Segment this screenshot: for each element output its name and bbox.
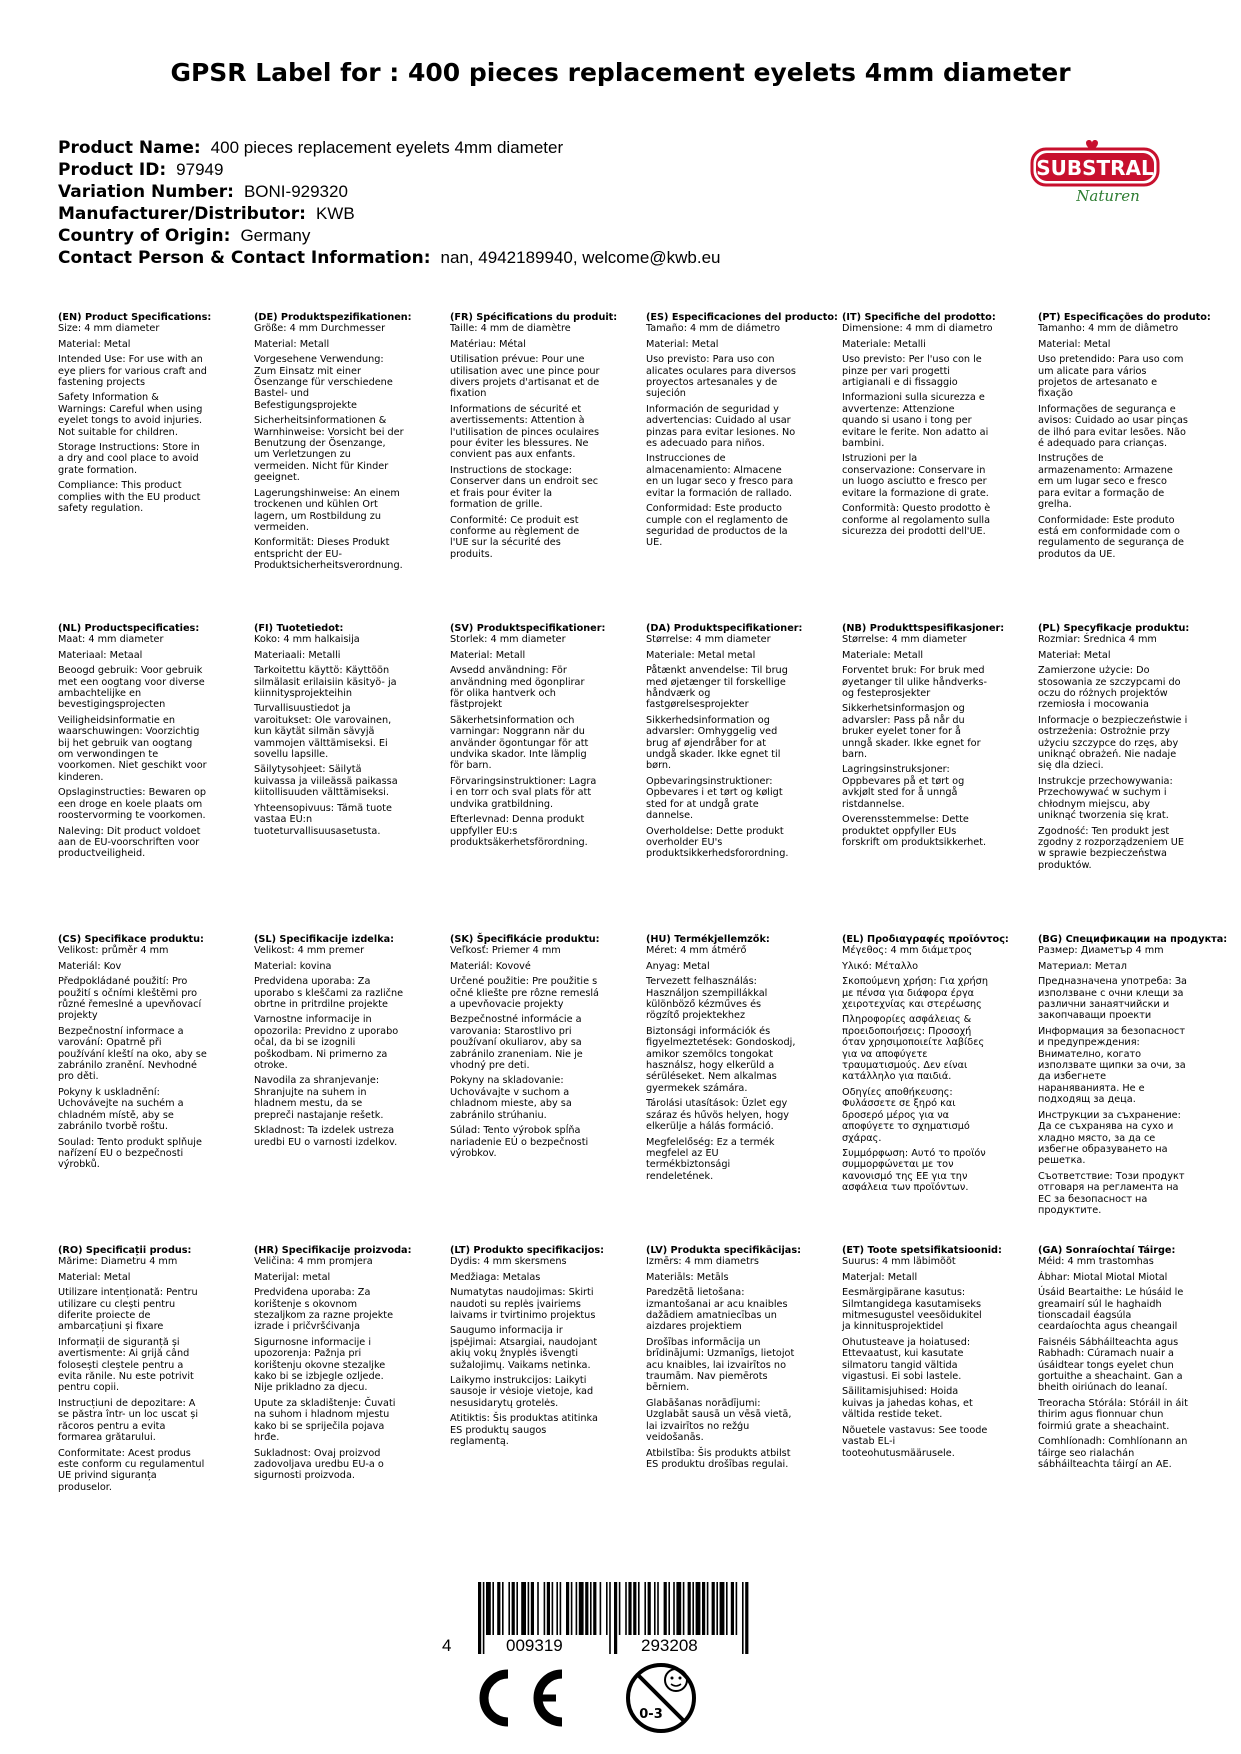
spec-material: Material: Metal: [58, 338, 131, 350]
barcode-bar: [606, 1582, 608, 1635]
language-heading: (FR) Spécifications du produit:: [450, 312, 618, 323]
barcode-bar: [638, 1582, 640, 1635]
barcode-bar: [585, 1582, 588, 1635]
spec-size: Tamanho: 4 mm de diâmetro: [1038, 323, 1179, 335]
spec-paragraph: Veiligheidsinformatie en waarschuwingen: Voorzichtig bij het gebruik van oogtang om verwondingen te voorkomen. Niet geschikt voor kinderen.: [58, 714, 207, 783]
barcode-bar: [492, 1582, 494, 1635]
spec-paragraph: Efterlevnad: Denna produkt uppfyller EU:s produktsäkerhetsförordning.: [450, 814, 588, 848]
barcode-bar: [668, 1582, 670, 1635]
spec-paragraph: Istruzioni per la conservazione: Conservare in un luogo asciutto e fresco per evitare la formazione di grate.: [842, 453, 989, 499]
spec-paragraph: Varnostne informacije in opozorila: Previdno z uporabo očal, da bi se izognili poškodbam. Ni primerno za otroke.: [254, 1014, 399, 1072]
spec-size: Taille: 4 mm de diamètre: [450, 323, 571, 335]
spec-paragraph: Storage Instructions: Store in a dry and cool place to avoid grate formation.: [58, 442, 200, 476]
spec-paragraph: Soulad: Tento produkt splňuje nařízení EU o bezpečnosti výrobků.: [58, 1136, 202, 1171]
spec-material: Material: Metal: [646, 338, 719, 350]
language-block: [1038, 312, 1238, 560]
spec-paragraph: Skladnost: Ta izdelek ustreza uredbi EU o varnosti izdelkov.: [254, 1125, 398, 1148]
barcode-bar: [731, 1582, 734, 1635]
language-heading: (SK) Špecifikácie produktu:: [450, 934, 600, 945]
spec-paragraph: Glabāšanas norādījumi: Uzglabāt sausā un vēsā vietā, lai izvairītos no režģu veidošanās.: [646, 1397, 792, 1444]
spec-material: Materiał: Metal: [1038, 649, 1111, 661]
language-block: [1038, 623, 1238, 871]
spec-size: Suurus: 4 mm läbimõõt: [842, 1256, 956, 1268]
language-heading: (DE) Produktspezifikationen:: [254, 312, 412, 323]
spec-size: Größe: 4 mm Durchmesser: [254, 323, 386, 335]
spec-material: Υλικό: Μέταλλο: [842, 960, 919, 972]
barcode-bar: [644, 1582, 646, 1635]
spec-paragraph: Predviđena uporaba: Za korištenje s okovnom stezaljkom za razne projekte izrade i pričvršćivanja: [254, 1287, 394, 1333]
language-heading: (EL) Προδιαγραφές προϊόντος:: [842, 934, 1009, 945]
barcode-bar: [742, 1582, 744, 1654]
product-id-row: Product ID: 97949: [58, 160, 224, 180]
spec-material: Materiaal: Metaal: [58, 649, 143, 661]
spec-paragraph: Sikkerhedsinformation og advarsler: Omhyggelig ved brug af øjendråber for at undgå skader. Ikke egnet til børn.: [646, 714, 781, 772]
spec-paragraph: Lagerungshinweise: An einem trockenen und kühlen Ort lagern, um Rostbildung zu vermeiden.: [254, 487, 400, 533]
spec-paragraph: Инструкции за съхранение: Да се съхранява на сухо и хладно място, за да се избегне образуването на решетка.: [1038, 1109, 1181, 1167]
spec-material: Material: Metall: [254, 338, 330, 350]
barcode-bar: [590, 1582, 592, 1635]
spec-size: Μέγεθος: 4 mm διάμετρος: [842, 945, 973, 957]
language-heading: (PL) Specyfikacje produktu:: [1038, 623, 1190, 634]
language-heading: (EN) Product Specifications:: [58, 312, 212, 323]
barcode-bar: [664, 1582, 667, 1635]
spec-paragraph: Utilizare intenționată: Pentru utilizare cu clești pentru diferite proiecte de ambarcațiuni și fixare: [58, 1287, 198, 1333]
language-heading: (GA) Sonraíochtaí Táirge:: [1038, 1245, 1176, 1256]
language-block: [58, 623, 258, 860]
spec-paragraph: Avsedd användning: För användning med ögonplirar för olika hantverk och fästprojekt: [450, 665, 585, 711]
barcode-bar: [702, 1582, 705, 1635]
barcode-bar: [625, 1582, 627, 1635]
barcode-bar: [673, 1582, 675, 1635]
barcode-bar: [688, 1582, 691, 1635]
language-block: [1038, 934, 1238, 1216]
spec-paragraph: Uso pretendido: Para uso com um alicate para vários projetos de artesanato e fixação: [1038, 354, 1184, 400]
language-heading: (HR) Specifikacije proizvoda:: [254, 1245, 412, 1256]
spec-paragraph: Sikkerhetsinformasjon og advarsler: Pass på når du bruker eyelet toner for å unngå skader. Ikke egnet for barn.: [842, 703, 981, 761]
product-info: [58, 137, 958, 269]
spec-paragraph: Instruções de armazenamento: Armazene em um lugar seco e fresco para evitar a formação de grelha.: [1038, 453, 1173, 511]
language-heading: (DA) Produktspecifikationer:: [646, 623, 803, 634]
language-heading: (BG) Спецификации на продукта:: [1038, 934, 1228, 945]
barcode-bar: [712, 1582, 715, 1635]
barcode-bar: [502, 1582, 504, 1635]
spec-paragraph: Conformidade: Este produto está em conformidade com o regulamento de segurança de produtos da UE.: [1038, 514, 1184, 560]
language-block: [254, 312, 454, 572]
spec-material: Material: Metall: [450, 649, 526, 661]
spec-size: Maat: 4 mm diameter: [58, 634, 164, 646]
barcode-bar: [628, 1582, 631, 1635]
barcode-bar: [537, 1582, 539, 1635]
language-block: [450, 312, 650, 560]
spec-paragraph: Informacje o bezpieczeństwie i ostrzeżenia: Ostrożnie przy użyciu szczypce do rzęs, aby uniknąć obrażeń. Nie nadaje się dla dzieci.: [1038, 714, 1188, 772]
language-heading: (FI) Tuotetiedot:: [254, 623, 344, 634]
svg-text:Naturen: Naturen: [1076, 187, 1140, 205]
spec-paragraph: Overholdelse: Dette produkt overholder EU's produktsikkerhedsforordning.: [646, 825, 789, 860]
spec-paragraph: Numatytas naudojimas: Skirti naudoti su replės įvairiems laivams ir tvirtinimo projektus: [450, 1287, 596, 1322]
language-heading: (IT) Specifiche del prodotto:: [842, 312, 996, 323]
barcode-bar: [521, 1582, 526, 1635]
barcode-bar: [516, 1582, 518, 1635]
spec-paragraph: Uso previsto: Para uso con alicates oculares para diversos proyectos artesanales y de sujeción: [646, 354, 796, 400]
barcode-bar: [654, 1582, 656, 1635]
spec-size: Storlek: 4 mm diameter: [450, 634, 566, 646]
barcode-bar: [478, 1582, 481, 1654]
spec-size: Tamaño: 4 mm de diámetro: [646, 323, 781, 335]
barcode-bar: [566, 1582, 569, 1635]
spec-paragraph: Πληροφορίες ασφάλειας & προειδοποιήσεις: Προσοχή όταν χρησιμοποιείτε λαβίδες για να αποφύγετε τραυματισμούς. Δεν είναι κατάλληλο για παιδιά.: [842, 1014, 985, 1083]
spec-paragraph: Predvidena uporaba: Za uporabo s kleščami za različne obrtne in pritrdilne projekte: [254, 976, 404, 1011]
spec-paragraph: Compliance: This product complies with the EU product safety regulation.: [58, 480, 201, 515]
spec-paragraph: Určené použitie: Pre použitie s očné kliešte pre rôzne remeslá a upevňovacie projekty: [450, 976, 599, 1011]
barcode-bar: [593, 1582, 596, 1635]
barcode-right-digits: 293208: [641, 1636, 698, 1655]
barcode-bar: [600, 1582, 602, 1635]
spec-paragraph: Förvaringsinstruktioner: Lagra i en torr och sval plats för att undvika gratbildning.: [450, 775, 597, 810]
barcode-bar: [633, 1582, 636, 1635]
language-heading: (PT) Especificações do produto:: [1038, 312, 1211, 323]
spec-paragraph: Säilitamisjuhised: Hoida kuivas ja jahedas kohas, et vältida restide teket.: [842, 1386, 973, 1421]
barcode-bar: [683, 1582, 685, 1635]
spec-size: Størrelse: 4 mm diameter: [646, 634, 771, 646]
spec-paragraph: Intended Use: For use with an eye pliers for various craft and fastening projects: [58, 354, 207, 389]
spec-material: Materjal: Metall: [842, 1271, 918, 1283]
product-name-row: Product Name: 400 pieces replacement eyelets 4mm diameter: [58, 138, 564, 158]
brand-logo: [1030, 137, 1160, 207]
spec-paragraph: Οδηγίες αποθήκευσης: Φυλάσσετε σε ξηρό και δροσερό μέρος για να αποφύγετε το σχηματισμό σχάρας.: [842, 1086, 970, 1144]
spec-paragraph: Megfelelőség: Ez a termék megfelel az EU termékbiztonsági rendeletének.: [646, 1136, 775, 1182]
spec-material: Материал: Метал: [1038, 960, 1127, 972]
spec-paragraph: Συμμόρφωση: Αυτό το προϊόν συμμορφώνεται με τον κανονισμό της ΕΕ για την ασφάλεια των προϊόντων.: [842, 1147, 986, 1194]
svg-text:0-3: 0-3: [639, 1707, 663, 1722]
language-block: [450, 623, 650, 848]
spec-paragraph: Forventet bruk: For bruk med øyetanger til ulike håndverks- og festeprosjekter: [842, 665, 987, 700]
language-block: [450, 1245, 650, 1448]
spec-size: Størrelse: 4 mm diameter: [842, 634, 967, 646]
language-heading: (LV) Produkta specifikācijas:: [646, 1245, 801, 1256]
spec-material: Materiale: Metalli: [842, 338, 926, 350]
spec-material: Material: kovina: [254, 960, 332, 972]
spec-material: Material: Metal: [1038, 338, 1111, 350]
barcode-bar: [726, 1582, 728, 1635]
language-block: [646, 934, 846, 1182]
spec-size: Size: 4 mm diameter: [58, 323, 160, 335]
spec-paragraph: Nõuetele vastavus: See toode vastab EL-i tooteohutusmäärusele.: [842, 1424, 988, 1459]
language-block: [58, 312, 258, 515]
language-block: [254, 934, 454, 1148]
spec-size: Rozmiar: Średnica 4 mm: [1038, 634, 1157, 646]
language-block: [450, 934, 650, 1159]
barcode-bar: [497, 1582, 500, 1635]
spec-size: Veľkosť: Priemer 4 mm: [450, 945, 561, 957]
manufacturer-row: Manufacturer/Distributor: KWB: [58, 204, 355, 224]
barcode-bar: [544, 1582, 546, 1635]
spec-paragraph: Atitiktis: Šis produktas atitinka ES produktų saugos reglamentą.: [450, 1413, 598, 1448]
language-heading: (SL) Specifikacije izdelka:: [254, 934, 395, 945]
spec-size: Koko: 4 mm halkaisija: [254, 634, 360, 646]
barcode-bar: [619, 1582, 621, 1635]
barcode-bar: [483, 1582, 485, 1654]
spec-paragraph: Sigurnosne informacije i upozorenja: Pažnja pri korištenju okovne stezaljke kako bi se izbjegle ozljede. Nije prikladno za djecu.: [254, 1336, 386, 1394]
language-block: [58, 1245, 258, 1493]
spec-paragraph: Tárolási utasítások: Üzlet egy száraz és hűvös helyen, hogy elkerülje a hálás formáció.: [646, 1098, 790, 1133]
barcode-left-digits: 009319: [506, 1636, 563, 1655]
spec-material: Materiale: Metal metal: [646, 649, 756, 661]
spec-material: Materiāls: Metāls: [646, 1271, 729, 1283]
spec-paragraph: Säilytysohjeet: Säilytä kuivassa ja viileässä paikassa kiitollisuuden välttämiseksi.: [254, 764, 398, 799]
spec-paragraph: Conformidad: Este producto cumple con el reglamento de seguridad de productos de la UE.: [646, 503, 788, 549]
spec-paragraph: Påtænkt anvendelse: Til brug med øjetænger til forskellige håndværk og fastgørelsesprojekter: [646, 665, 788, 711]
spec-paragraph: Comhlíonadh: Comhlíonann an táirge seo rialachán sábháilteachta táirgí an AE.: [1038, 1436, 1188, 1470]
spec-paragraph: Conformità: Questo prodotto è conforme al regolamento sulla sicurezza dei prodotti dell'UE.: [842, 503, 991, 537]
spec-size: Velikost: 4 mm premer: [254, 945, 365, 957]
spec-paragraph: Съответствие: Този продукт отговаря на регламента на ЕС за безопасност на продуктите.: [1038, 1170, 1185, 1216]
barcode-bar: [576, 1582, 578, 1635]
language-block: [842, 934, 1042, 1194]
spec-paragraph: Safety Information & Warnings: Careful when using eyelet tongs to avoid injuries. Not suitable for children.: [58, 392, 203, 438]
spec-size: Izmērs: 4 mm diametrs: [646, 1256, 759, 1268]
barcode-bar: [614, 1582, 617, 1654]
spec-size: Размер: Диаметър 4 mm: [1038, 945, 1164, 957]
spec-paragraph: Atbilstība: Šis produkts atbilst ES produktu drošības regulai.: [646, 1447, 791, 1470]
barcode-bar: [512, 1582, 515, 1635]
spec-paragraph: Utilisation prévue: Pour une utilisation avec une pince pour divers projets d'artisanat et de fixation: [450, 354, 600, 400]
barcode-bar: [648, 1582, 651, 1635]
spec-paragraph: Tarkoitettu käyttö: Käyttöön silmälasit erilaisiin käsityö- ja kiinnitysprojekteihin: [254, 665, 397, 700]
bottom-marks: [0, 1580, 1241, 1754]
language-heading: (NB) Produkttspesifikasjoner:: [842, 623, 1005, 634]
barcode-bar: [486, 1582, 491, 1635]
language-block: [842, 312, 1042, 537]
spec-material: Matériau: Métal: [450, 338, 526, 350]
barcode-bar: [745, 1582, 748, 1654]
spec-paragraph: Faisnéis Sábháilteachta agus Rabhadh: Cúramach nuair a úsáidtear tongs eyelet chun gortuithe a sheachaint. Gan a bheith oiriúnach do leanaí.: [1038, 1336, 1183, 1394]
spec-paragraph: Σκοπούμενη χρήση: Για χρήση με πένσα για διάφορα έργα χειροτεχνίας και στερέωσης: [842, 976, 988, 1011]
barcode-bar: [716, 1582, 718, 1635]
spec-paragraph: Paredzētā lietošana: izmantošanai ar acu knaibles dažādiem amatniecības un aizdares projektiem: [646, 1287, 788, 1333]
language-heading: (ES) Especificaciones del producto:: [646, 312, 838, 323]
spec-paragraph: Saugumo informacija ir įspėjimai: Atsargiai, naudojant akių vokų žnyplės išvengti sužalojimų. Vaikams netinka.: [450, 1325, 598, 1371]
language-heading: (CS) Specifikace produktu:: [58, 934, 204, 945]
spec-size: Méid: 4 mm trastomhas: [1038, 1256, 1154, 1268]
spec-size: Mărime: Diametru 4 mm: [58, 1256, 178, 1268]
barcode-bar: [609, 1582, 611, 1654]
spec-paragraph: Zgodność: Ten produkt jest zgodny z rozporządzeniem UE w sprawie bezpieczeństwa produktów.: [1038, 825, 1185, 871]
spec-paragraph: Conformité: Ce produit est conforme au règlement de l'UE sur la sécurité des produits.: [450, 514, 580, 560]
spec-paragraph: Úsáid Beartaithe: Le húsáid le greamairí súl le haghaidh tionscadail éagsúla ceardaíochta agus cheangail: [1038, 1287, 1184, 1333]
spec-paragraph: Tervezett felhasználás: Használjon szempillákkal különböző kézműves és rögzítő projektekhez: [646, 976, 768, 1022]
barcode-bar: [531, 1582, 534, 1635]
barcode-bar: [552, 1582, 554, 1635]
spec-size: Dimensione: 4 mm di diametro: [842, 323, 993, 335]
language-heading: (LT) Produkto specifikacijos:: [450, 1245, 605, 1256]
barcode-bar: [528, 1582, 530, 1635]
spec-paragraph: Sicherheitsinformationen & Warnhinweise: Vorsicht bei der Benutzung der Ösenzange, um Verletzungen zu vermeiden. Nicht für Kinder geeignet.: [254, 415, 404, 484]
language-block: [58, 934, 258, 1171]
spec-paragraph: Информация за безопасност и предупреждения: Внимателно, когато използвате щипки за очи, за да избегнете нараняванията. Не е подходящ за деца.: [1038, 1025, 1186, 1106]
language-block: [1038, 1245, 1238, 1470]
spec-paragraph: Informations de sécurité et avertissements: Attention à l'utilisation de pinces oculaires pour éviter les blessures. Ne convient pas aux enfants.: [450, 403, 600, 461]
spec-paragraph: Vorgesehene Verwendung: Zum Einsatz mit einer Ösenzange für verschiedene Bastel- und Befestigungsprojekte: [254, 354, 393, 411]
barcode-bar: [736, 1582, 738, 1635]
language-heading: (ET) Toote spetsifikatsioonid:: [842, 1245, 1002, 1256]
spec-paragraph: Biztonsági információk és figyelmeztetések: Gondoskodj, amikor szemölcs tongokat használsz, hogy elkerüld a sérüléseket. Nem alkalmas gyermekek számára.: [646, 1025, 796, 1094]
spec-paragraph: Laikymo instrukcijos: Laikyti sausoje ir vėsioje vietoje, kad nesusidarytų grotelės.: [450, 1375, 594, 1409]
spec-paragraph: Turvallisuustiedot ja varoitukset: Ole varovainen, kun käytät silmän sävyjä vammojen välttämiseksi. Ei sovellu lapsille.: [254, 703, 392, 761]
spec-paragraph: Naleving: Dit product voldoet aan de EU-voorschriften voor productveiligheid.: [58, 825, 201, 860]
barcode-bar: [676, 1582, 681, 1635]
barcode-bar: [707, 1582, 709, 1635]
spec-paragraph: Lagringsinstruksjoner: Oppbevares på et tørt og avkjølt sted for å unngå ristdannelse.: [842, 764, 965, 810]
barcode-bar: [556, 1582, 558, 1635]
spec-paragraph: Uso previsto: Per l'uso con le pinze per vari progetti artigianali e di fissaggio: [842, 354, 982, 389]
spec-material: Materiál: Kovové: [450, 960, 531, 972]
language-block: [646, 1245, 846, 1470]
language-block: [646, 312, 846, 549]
language-block: [842, 623, 1042, 848]
language-block: [254, 623, 454, 837]
page-title: GPSR Label for : 400 pieces replacement eyelets 4mm diameter: [170, 58, 1071, 87]
language-block: [842, 1245, 1042, 1459]
contact-row: Contact Person & Contact Information: nan, 4942189940, welcome@kwb.eu: [58, 248, 721, 268]
spec-paragraph: Zamierzone użycie: Do stosowania ze szczypcami do oczu do różnych projektów rzemiosła i mocowania: [1038, 665, 1181, 711]
language-heading: (HU) Termékjellemzők:: [646, 934, 770, 945]
barcode-bar: [657, 1582, 659, 1635]
barcode-bar: [508, 1582, 510, 1635]
spec-material: Anyag: Metal: [646, 960, 710, 972]
barcode-first-digit: 4: [442, 1636, 452, 1655]
spec-paragraph: Informações de segurança e avisos: Cuidado ao usar pinças de ilhó para evitar lesões. Não é adequado para crianças.: [1038, 403, 1188, 450]
language-heading: (SV) Produktspecifikationer:: [450, 623, 606, 634]
spec-paragraph: Informazioni sulla sicurezza e avvertenze: Attenzione quando si usano i tong per evitare le ferite. Non adatto ai bambini.: [842, 392, 989, 450]
spec-paragraph: Pokyny k uskladnění: Uchovávejte na suchém a chladném místě, aby se zabránilo tvorbě roštu.: [58, 1086, 184, 1133]
spec-paragraph: Navodila za shranjevanje: Shranjujte na suhem in hladnem mestu, da se prepreči nastajanje rešetk.: [254, 1075, 384, 1121]
spec-paragraph: Předpokládané použití: Pro použití s očními kleštěmi pro různé řemeslné a upevňovací projekty: [58, 976, 202, 1022]
barcode-bar: [579, 1582, 584, 1635]
spec-paragraph: Instrucciones de almacenamiento: Almacene en un lugar seco y fresco para evitar la formación de rallado.: [646, 453, 794, 499]
spec-material: Materiál: Kov: [58, 960, 122, 972]
spec-paragraph: Opslaginstructies: Bewaren op een droge en koele plaats om roostervorming te voorkomen.: [58, 787, 207, 822]
spec-paragraph: Pokyny na skladovanie: Uchovávajte v suchom a chladnom mieste, aby sa zabránilo strúhaniu.: [450, 1075, 572, 1121]
barcode-bar: [547, 1582, 550, 1635]
spec-material: Material: Metal: [58, 1271, 131, 1283]
spec-paragraph: Sukladnost: Ovaj proizvod zadovoljava uredbu EU-a o sigurnosti proizvoda.: [254, 1447, 384, 1482]
spec-paragraph: Súlad: Tento výrobok spĺňa nariadenie EÚ o bezpečnosti výrobkov.: [450, 1125, 589, 1159]
spec-size: Velikost: průměr 4 mm: [58, 945, 169, 957]
spec-paragraph: Opbevaringsinstruktioner: Opbevares i et tørt og køligt sted for at undgå grate dannelse.: [646, 775, 783, 822]
age-warning-icon: [628, 1665, 694, 1731]
spec-material: Medžiaga: Metalas: [450, 1271, 541, 1283]
spec-paragraph: Ohutusteave ja hoiatused: Ettevaatust, kui kasutate silmatoru tangid vältida vigastusi. Ei sobi lastele.: [842, 1336, 971, 1383]
barcode-bar: [571, 1582, 573, 1635]
spec-paragraph: Предназначена употреба: За използване с очни клещи за различни занаятчийски и закопчаващи проекти: [1038, 976, 1187, 1022]
spec-paragraph: Overensstemmelse: Dette produktet oppfyller EUs forskrift om produktsikkerhet.: [842, 814, 987, 848]
ce-mark-icon: [484, 1674, 562, 1722]
language-block: [254, 1245, 454, 1482]
spec-size: Méret: 4 mm átmérő: [646, 945, 747, 957]
spec-paragraph: Información de seguridad y advertencias: Cuidado al usar pinzas para evitar lesiones. No es adecuado para niños.: [646, 403, 796, 450]
spec-material: Materiale: Metall: [842, 649, 924, 661]
barcode-bar: [720, 1582, 725, 1635]
language-heading: (RO) Specificații produs:: [58, 1245, 192, 1256]
variation-number-row: Variation Number: BONI-929320: [58, 182, 348, 202]
spec-size: Veličina: 4 mm promjera: [254, 1256, 373, 1268]
spec-paragraph: Säkerhetsinformation och varningar: Noggrann när du använder ögontungar för att undvika skador. Inte lämplig för barn.: [450, 714, 589, 772]
spec-material: Materiaali: Metalli: [254, 649, 341, 661]
spec-paragraph: Informații de siguranță și avertismente: Ai grijă când folosești cleștele pentru a evita rănile. Nu este potrivit pentru copii.: [58, 1336, 194, 1394]
spec-paragraph: Instrukcje przechowywania: Przechowywać w suchym i chłodnym miejscu, aby uniknąć tworzenia się krat.: [1038, 775, 1173, 822]
spec-paragraph: Treoracha Stórála: Stóráil in áit thirim agus fionnuar chun foirmiú grate a sheachaint.: [1038, 1397, 1188, 1432]
spec-paragraph: Yhteensopivuus: Tämä tuote vastaa EU:n tuoteturvallisuusasetusta.: [254, 802, 392, 837]
spec-paragraph: Bezpečnostné informácie a varovania: Starostlivo pri používaní okuliarov, aby sa zabránilo zraneniam. Nie je vhodný pre deti.: [450, 1014, 583, 1072]
barcode-bar: [560, 1582, 562, 1635]
spec-paragraph: Conformitate: Acest produs este conform cu regulamentul UE privind siguranța produselor.: [58, 1447, 205, 1493]
spec-paragraph: Konformität: Dieses Produkt entspricht der EU-Produktsicherheitsverordnung.: [254, 537, 403, 572]
country-row: Country of Origin: Germany: [58, 226, 311, 246]
spec-size: Dydis: 4 mm skersmens: [450, 1256, 567, 1268]
spec-paragraph: Drošības informācija un brīdinājumi: Uzmanīgs, lietojot acu knaibles, lai izvairītos no traumām. Nav piemērots bērniem.: [646, 1336, 795, 1394]
spec-paragraph: Eesmärgipärane kasutus: Silmtangidega kasutamiseks mitmesugustel veesõidukitel ja kinnitusprojektidel: [842, 1287, 982, 1333]
spec-material: Materijal: metal: [254, 1271, 331, 1283]
spec-paragraph: Instrucțiuni de depozitare: A se păstra într- un loc uscat și răcoros pentru a evita formarea grătarului.: [58, 1397, 199, 1444]
barcode-bar: [696, 1582, 701, 1635]
language-heading: (NL) Productspecificaties:: [58, 623, 200, 634]
barcode-bar: [692, 1582, 694, 1635]
svg-text:SUBSTRAL: SUBSTRAL: [1036, 156, 1154, 180]
language-block: [646, 623, 846, 860]
spec-paragraph: Beoogd gebruik: Voor gebruik met een oogtang voor diverse ambachtelijke en bevestigingsprojecten: [58, 665, 205, 711]
spec-paragraph: Bezpečnostní informace a varování: Opatrně při používání kleští na oko, aby se zabránilo zranění. Nevhodné pro děti.: [58, 1025, 207, 1083]
spec-material: Ábhar: Miotal Miotal Miotal: [1038, 1271, 1168, 1283]
spec-paragraph: Upute za skladištenje: Čuvati na suhom i hladnom mjestu kako bi se spriječila pojava hrđe.: [254, 1397, 396, 1444]
spec-paragraph: Instructions de stockage: Conserver dans un endroit sec et frais pour éviter la formation de grille.: [450, 464, 599, 511]
